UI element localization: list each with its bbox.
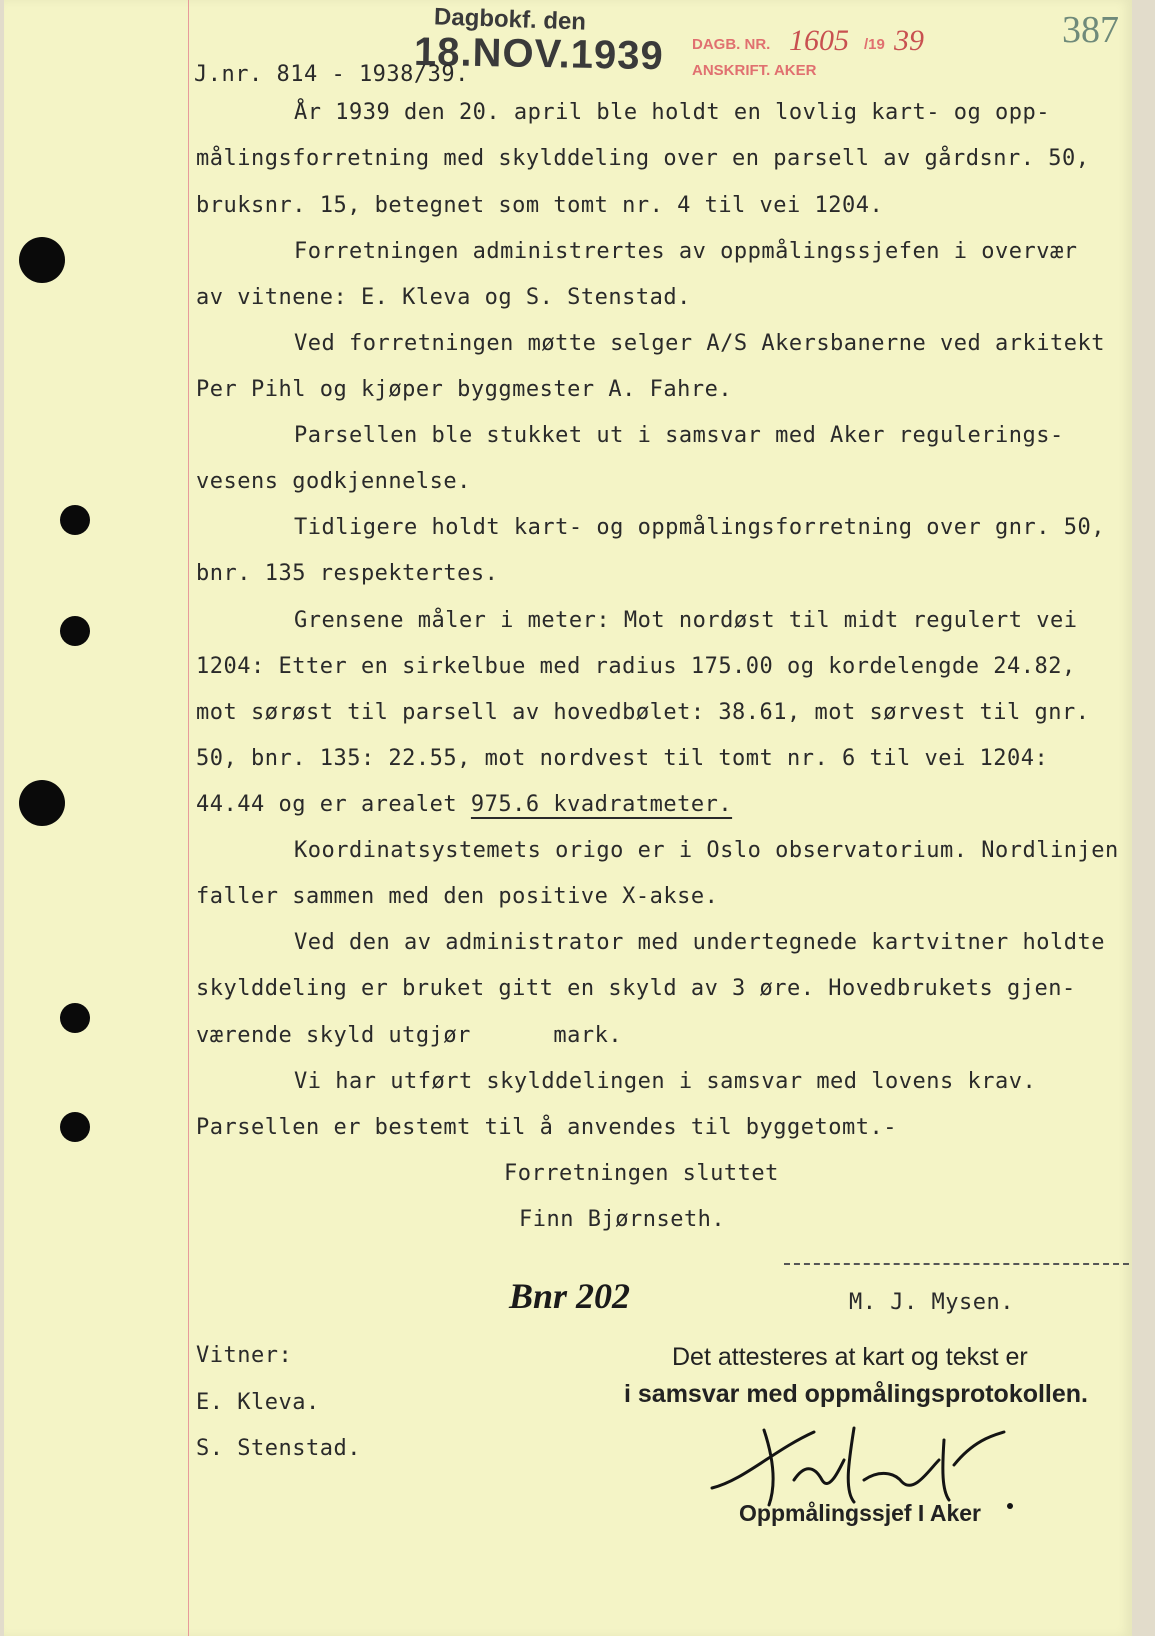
closing-line: Forretningen sluttet	[504, 1161, 779, 1186]
closing-signer: Finn Bjørnseth.	[519, 1207, 726, 1232]
punch-hole	[60, 1112, 90, 1142]
body-line: Koordinatsystemets origo er i Oslo observatorium. Nordlinjen	[294, 838, 1119, 863]
body-line: bruksnr. 15, betegnet som tomt nr. 4 til vei 1204.	[196, 193, 884, 218]
body-line: mot sørøst til parsell av hovedbølet: 38.61, mot sørvest til gnr.	[196, 700, 1090, 725]
body-line: Ved den av administrator med undertegnede kartvitner holdte	[294, 930, 1105, 955]
body-line: værende skyld utgjør mark.	[196, 1023, 623, 1048]
body-line: Tidligere holdt kart- og oppmålingsforretning over gnr. 50,	[294, 515, 1105, 540]
body-line: Parsellen ble stukket ut i samsvar med Aker regulerings-	[294, 423, 1064, 448]
journal-number: J.nr. 814 - 1938/39.	[194, 62, 469, 87]
punch-hole	[60, 616, 90, 646]
punch-hole	[60, 505, 90, 535]
body-line: Ved forretningen møtte selger A/S Akersbanerne ved arkitekt	[294, 331, 1105, 356]
dagbok-stamp-label: Dagbokf. den	[433, 3, 587, 36]
body-line: målingsforretning med skylddeling over en parsell av gårdsnr. 50,	[196, 146, 1090, 171]
body-line: Parsellen er bestemt til å anvendes til byggetomt.-	[196, 1115, 898, 1140]
body-line: vesens godkjennelse.	[196, 469, 471, 494]
punch-hole	[60, 1003, 90, 1033]
body-line: 50, bnr. 135: 22.55, mot nordvest til tomt nr. 6 til vei 1204:	[196, 746, 1049, 771]
certification-line-2: i samsvar med oppmålingsprotokollen.	[624, 1380, 1089, 1408]
body-line: av vitnene: E. Kleva og S. Stenstad.	[196, 285, 691, 310]
dagb-label: DAGB. NR.	[692, 36, 771, 53]
body-line: Per Pihl og kjøper byggmester A. Fahre.	[196, 377, 733, 402]
area-line-text: 44.44 og er arealet	[196, 792, 458, 817]
signer-name: M. J. Mysen.	[849, 1290, 1014, 1315]
document-page	[4, 0, 1132, 1636]
margin-rule	[188, 0, 189, 1636]
body-line: skylddeling er bruket gitt en skyld av 3 øre. Hovedbrukets gjen-	[196, 976, 1076, 1001]
body-line: Forretningen administrertes av oppmålingssjefen i overvær	[294, 239, 1078, 264]
body-line: 1204: Etter en sirkelbue med radius 175.00 og kordelengde 24.82,	[196, 654, 1076, 679]
punch-hole	[19, 237, 65, 283]
dagb-number: 1605	[789, 24, 849, 57]
tinglyst-stamp: ANSKRIFT. AKER	[692, 62, 817, 79]
body-line: Grensene måler i meter: Mot nordøst til midt regulert vei	[294, 608, 1078, 633]
area-value: 975.6 kvadratmeter.	[470, 792, 733, 817]
dagb-year-prefix: /19	[864, 36, 885, 53]
body-line: faller sammen med den positive X-akse.	[196, 884, 719, 909]
body-line	[196, 792, 732, 817]
page-number: 387	[1062, 9, 1119, 51]
witness-name: S. Stenstad.	[196, 1436, 361, 1461]
witnesses-label: Vitner:	[196, 1343, 293, 1368]
bnr-note: Bnr 202	[509, 1276, 631, 1316]
body-line: År 1939 den 20. april ble holdt en lovlig kart- og opp-	[294, 100, 1050, 125]
body-line: bnr. 135 respektertes.	[196, 561, 499, 586]
punch-hole	[19, 780, 65, 826]
certification-line-1: Det attesteres at kart og tekst er	[672, 1343, 1028, 1371]
signature-dashed-line	[784, 1263, 1129, 1265]
received-date-stamp: 18.NOV.1939	[413, 29, 665, 79]
dagb-year: 39	[894, 24, 924, 57]
body-line: Vi har utført skylddelingen i samsvar med lovens krav.	[294, 1069, 1037, 1094]
surveyor-title: Oppmålingssjef I Aker	[739, 1500, 981, 1526]
witness-name: E. Kleva.	[196, 1390, 320, 1415]
